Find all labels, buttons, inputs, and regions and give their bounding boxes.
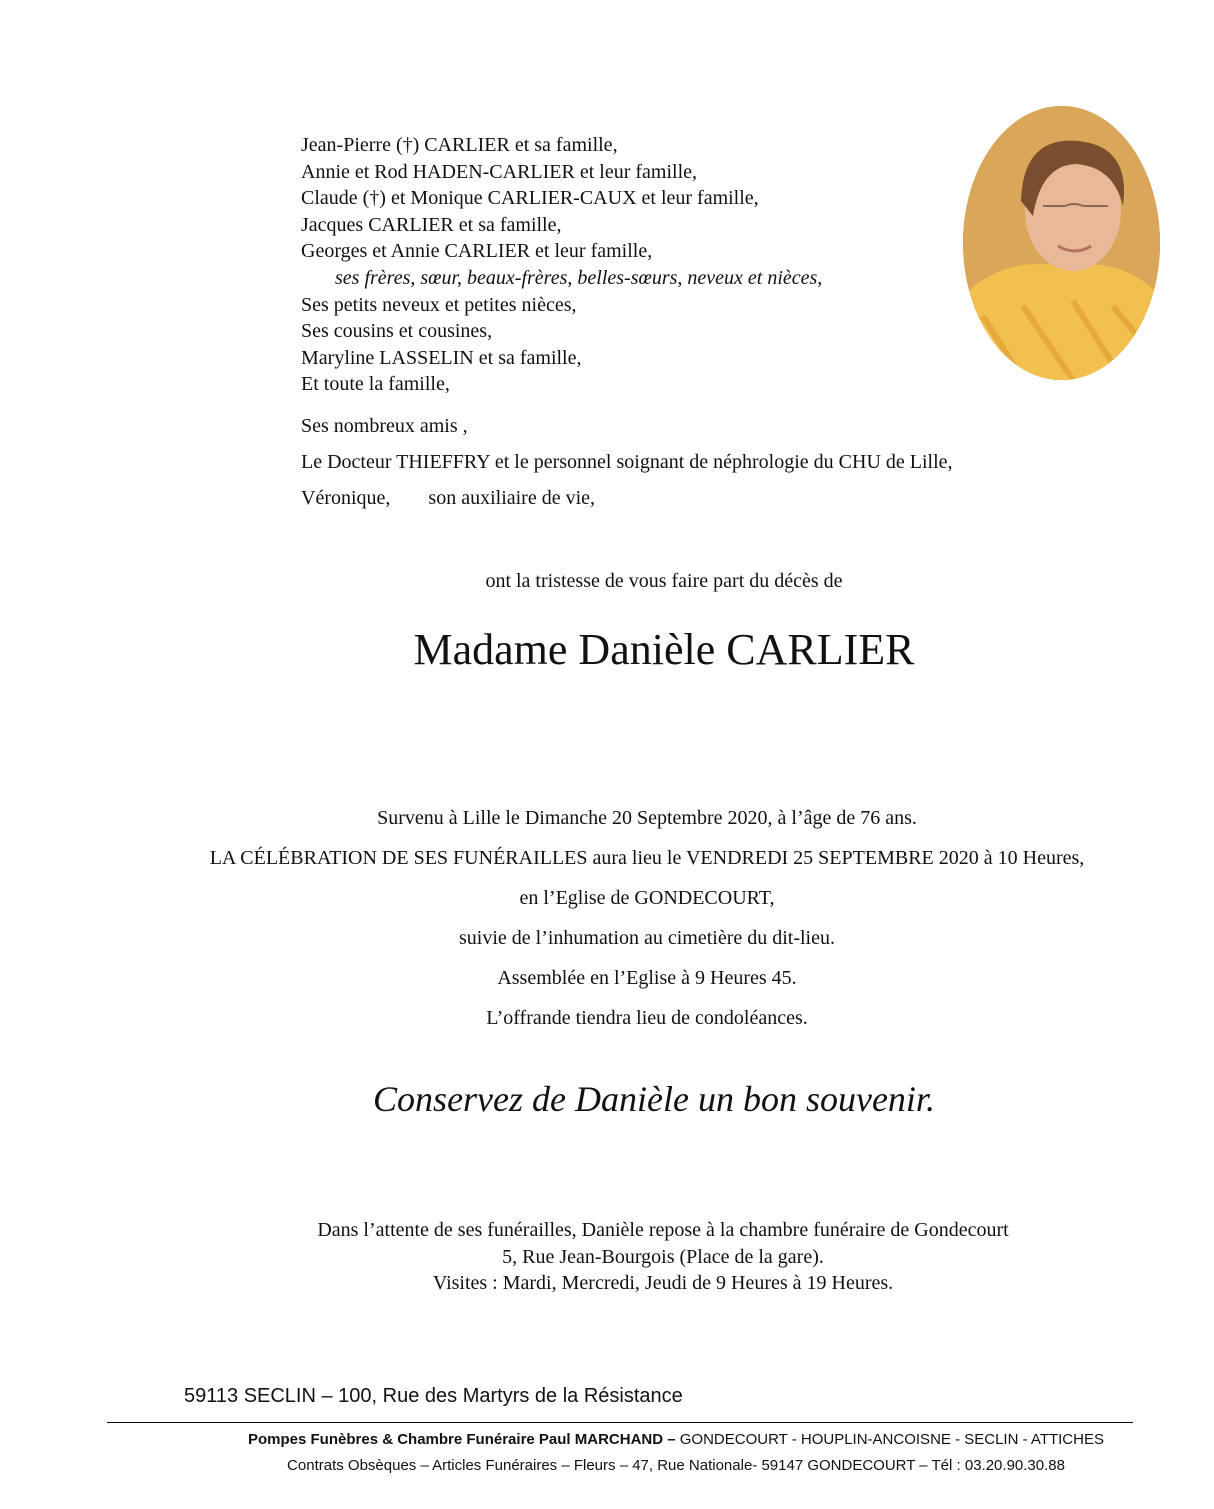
detail-line: en l’Eglise de GONDECOURT,	[519, 887, 775, 909]
family-line: Georges et Annie CARLIER et leur famille,	[301, 240, 653, 263]
friends-line: Ses nombreux amis ,	[301, 415, 468, 437]
helper-line	[301, 480, 1101, 516]
repose-line: Visites : Mardi, Mercredi, Jeudi de 9 Heures à 19 Heures.	[432, 1272, 894, 1294]
footer-divider	[107, 1422, 1133, 1423]
repose-line: Dans l’attente de ses funérailles, Danièle repose à la chambre funéraire de Gondecourt	[317, 1219, 1009, 1241]
family-relations-line: ses frères, sœur, beaux-frères, belles-sœurs, neveux et nièces,	[335, 266, 823, 289]
repose-info	[0, 1217, 1214, 1297]
footer-contracts: Contrats Obsèques – Articles Funéraires – Fleurs – 47, Rue Nationale- 59147 GONDECOURT – Tél : 03.20.90.30.88	[287, 1457, 1065, 1474]
company-towns: GONDECOURT - HOUPLIN-ANCOISNE - SECLIN - ATTICHES	[675, 1431, 1104, 1448]
detail-line: Assemblée en l’Eglise à 9 Heures 45.	[497, 967, 797, 989]
family-line: Claude (†) et Monique CARLIER-CAUX et leur famille,	[301, 187, 759, 210]
doctor-line: Le Docteur THIEFFRY et le personnel soignant de néphrologie du CHU de Lille,	[301, 451, 953, 473]
memory-quote: Conservez de Danièle un bon souvenir.	[373, 1079, 935, 1119]
portrait-illustration	[963, 106, 1160, 380]
extra-mentions	[301, 408, 1101, 516]
detail-line: L’offrande tiendra lieu de condoléances.	[486, 1007, 808, 1029]
detail-line: Survenu à Lille le Dimanche 20 Septembre 2020, à l’âge de 76 ans.	[377, 807, 917, 829]
detail-line: LA CÉLÉBRATION DE SES FUNÉRAILLES aura lieu le VENDREDI 25 SEPTEMBRE 2020 à 10 Heures,	[209, 847, 1085, 869]
family-line: Ses cousins et cousines,	[301, 320, 493, 343]
family-line: Annie et Rod HADEN-CARLIER et leur famille,	[301, 160, 698, 183]
family-line: Ses petits neveux et petites nièces,	[301, 293, 577, 316]
footer-company	[0, 1431, 1214, 1448]
portrait-photo	[963, 106, 1160, 380]
family-line: Et toute la famille,	[301, 373, 450, 396]
family-list	[301, 132, 941, 398]
detail-line: suivie de l’inhumation au cimetière du dit-lieu.	[458, 927, 835, 949]
family-line: Jean-Pierre (†) CARLIER et sa famille,	[301, 134, 618, 156]
family-line: Maryline LASSELIN et sa famille,	[301, 346, 582, 369]
family-line: Jacques CARLIER et sa famille,	[301, 213, 562, 236]
helper-role: son auxiliaire de vie,	[428, 487, 596, 509]
footer-address: 59113 SECLIN – 100, Rue des Martyrs de la Résistance	[184, 1385, 683, 1407]
repose-line: 5, Rue Jean-Bourgois (Place de la gare).	[502, 1245, 824, 1268]
company-name: Pompes Funèbres & Chambre Funéraire Paul MARCHAND –	[248, 1431, 676, 1448]
announcement-intro: ont la tristesse de vous faire part du décès de	[485, 570, 843, 592]
helper-name: Véronique,	[301, 487, 391, 509]
funeral-details	[0, 798, 1214, 1038]
deceased-name: Madame Danièle CARLIER	[413, 625, 915, 674]
